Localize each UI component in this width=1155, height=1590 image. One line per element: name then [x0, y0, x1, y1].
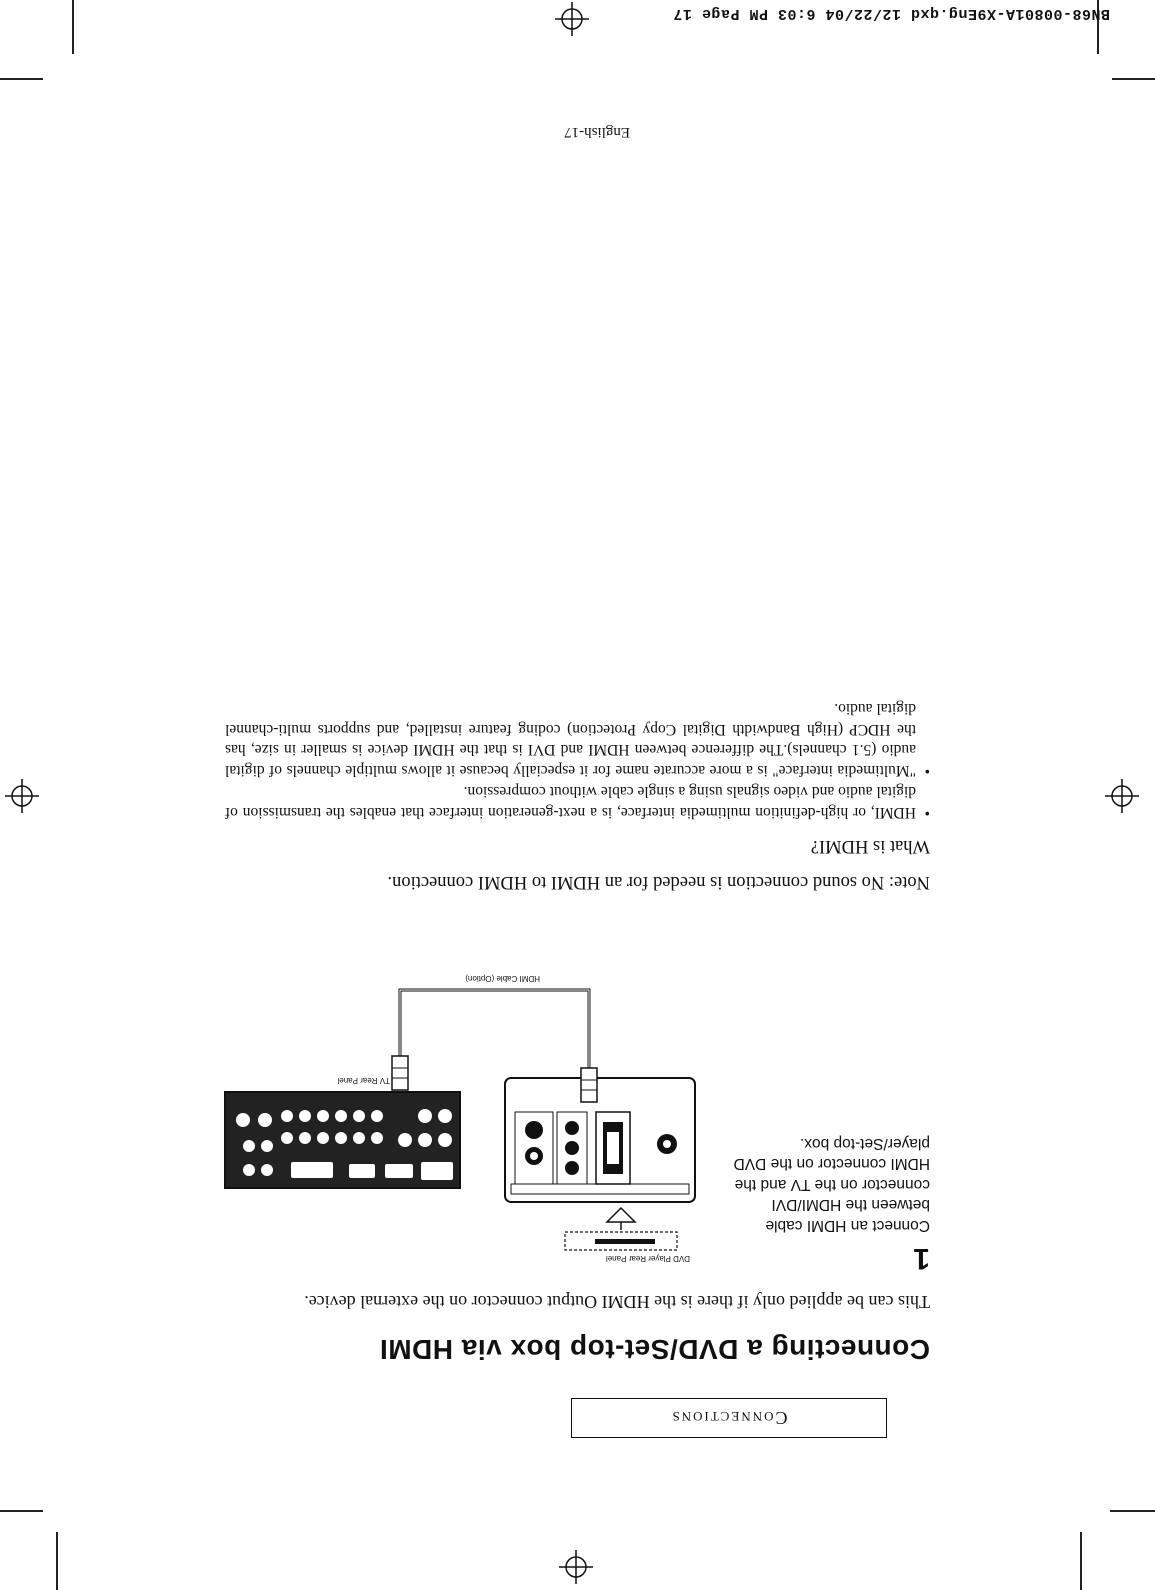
crop-mark [0, 79, 43, 81]
crop-mark [0, 1511, 43, 1513]
section-label: Connections [571, 1398, 887, 1438]
tv-rear-panel [225, 1092, 460, 1188]
crop-mark [57, 1532, 59, 1590]
tv-panel-label: TV Rear Panel [337, 1076, 390, 1085]
registration-mark [1105, 779, 1139, 813]
bullet-item: • HDMI, or high-definition multimedia interface, is a next-generation interface that enables the transmission of digital audio and video signals using a single cable without compression. [225, 781, 930, 822]
step-number: 1 [913, 1242, 930, 1275]
crop-mark [1112, 79, 1155, 81]
print-slug: BN68-00801A-X9Eng.qxd 12/22/04 6:03 PM Page 17 [672, 5, 1110, 22]
hdmi-bullet-list [225, 697, 930, 822]
note-text: Note: No sound connection is needed for an HDMI to HDMI connection. [387, 872, 930, 892]
bullet-item: • "Multimedia interface" is a more accurate name for it especially because it allows multiple channels of digital audio (5.1 channels).The difference between HDMI and DVI is that the HDMI device is smaller in size, has the HDCP (High Bandwidth Digital Copy Protection) coding feature installed, and supports multi-channel digital audio. [225, 698, 930, 780]
step-text: Connect an HDMI cable between the HDMI/DVI connector on the TV and the HDMI connector on the DVD player/Set-top box. [733, 1135, 930, 1234]
dvd-device-sketch [565, 1232, 677, 1250]
cable-label: HDMI Cable (Option) [465, 974, 540, 983]
crop-mark [1081, 1532, 1083, 1590]
registration-mark [5, 779, 39, 813]
page-title: Connecting a DVD/Set-top box via HDMI [379, 1334, 930, 1365]
crop-mark [1110, 1511, 1155, 1513]
registration-mark [559, 1550, 593, 1584]
crop-mark [73, 0, 75, 54]
dvd-player-rear-panel [505, 1078, 695, 1230]
page-footer: English-17 [564, 124, 630, 140]
intro-text: This can be applied only if there is the HDMI Output connector on the external device. [304, 1292, 930, 1312]
what-is-hdmi-heading: What is HDMI? [810, 836, 930, 856]
hdmi-connection-diagram [215, 930, 715, 1263]
registration-mark [555, 2, 589, 36]
dvd-panel-label: DVD Player Rear Panel [605, 1254, 690, 1263]
